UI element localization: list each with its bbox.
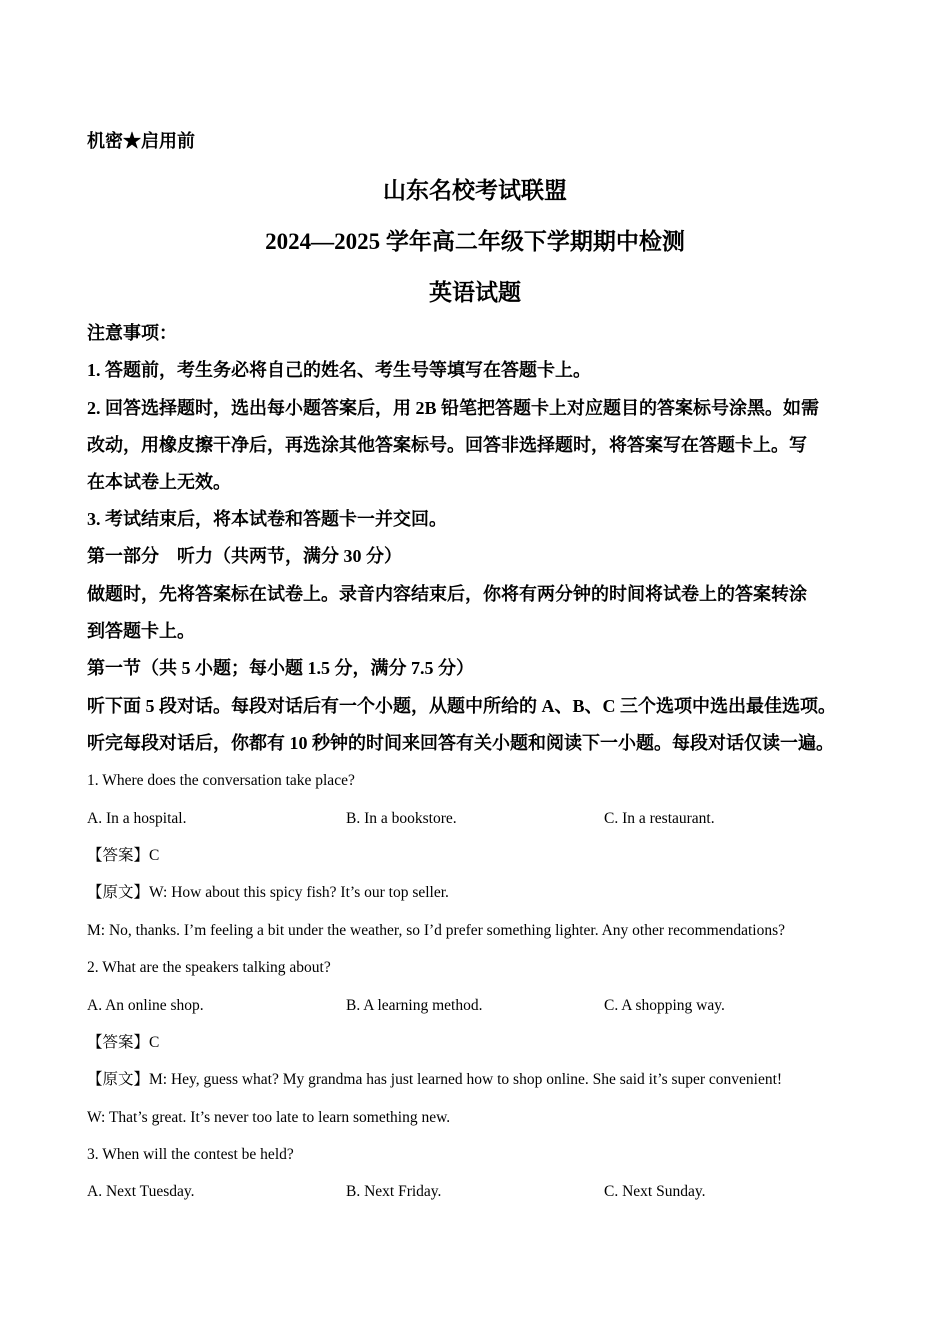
question-1-stem: 1. Where does the conversation take place? <box>87 772 355 789</box>
part1-instruction-line-1: 做题时，先将答案标在试卷上。录音内容结束后，你将有两分钟的时间将试卷上的答案转涂 <box>87 584 807 604</box>
notice-item-2-line-2: 改动，用橡皮擦干净后，再选涂其他答案标号。回答非选择题时，将答案写在答题卡上。写 <box>87 435 807 455</box>
notice-item-1: 1. 答题前，考生务必将自己的姓名、考生号等填写在答题卡上。 <box>87 360 591 380</box>
question-2-option-a: A. An online shop. <box>87 997 204 1014</box>
exam-title: 2024—2025 学年高二年级下学期期中检测 <box>265 229 685 254</box>
notice-item-2-line-1: 2. 回答选择题时，选出每小题答案后，用 2B 铅笔把答题卡上对应题目的答案标号涂黑。如需 <box>87 398 820 418</box>
question-1-transcript-line-1: 【原文】W: How about this spicy fish? It’s our top seller. <box>87 884 449 901</box>
part1-heading: 第一部分 听力（共两节，满分 30 分） <box>87 546 402 566</box>
question-2-stem: 2. What are the speakers talking about? <box>87 959 331 976</box>
part1-instruction-line-2: 到答题卡上。 <box>87 621 195 641</box>
section1-instruction-line-1: 听下面 5 段对话。每段对话后有一个小题，从题中所给的 A、B、C 三个选项中选出最佳选项。 <box>87 696 836 716</box>
question-2-option-b: B. A learning method. <box>346 997 483 1014</box>
notice-heading: 注意事项： <box>87 323 177 343</box>
notice-item-3: 3. 考试结束后，将本试卷和答题卡一并交回。 <box>87 509 447 529</box>
question-1-option-c: C. In a restaurant. <box>604 810 715 827</box>
section1-instruction-line-2: 听完每段对话后，你都有 10 秒钟的时间来回答有关小题和阅读下一小题。每段对话仅读一遍。 <box>87 733 834 753</box>
question-2-answer: 【答案】C <box>87 1034 160 1051</box>
question-1-option-a: A. In a hospital. <box>87 810 187 827</box>
question-3-option-a: A. Next Tuesday. <box>87 1183 195 1200</box>
question-1-transcript-line-2: M: No, thanks. I’m feeling a bit under the weather, so I’d prefer something lighter. Any other recommendations? <box>87 922 785 939</box>
question-1-answer: 【答案】C <box>87 847 160 864</box>
question-3-option-c: C. Next Sunday. <box>604 1183 706 1200</box>
question-2-transcript-line-2: W: That’s great. It’s never too late to learn something new. <box>87 1109 451 1126</box>
organization-title: 山东名校考试联盟 <box>383 178 567 203</box>
subject-title: 英语试题 <box>429 280 521 305</box>
question-2-transcript-line-1: 【原文】M: Hey, guess what? My grandma has just learned how to shop online. She said it’s super convenient! <box>87 1071 783 1088</box>
question-3-stem: 3. When will the contest be held? <box>87 1146 294 1163</box>
question-1-option-b: B. In a bookstore. <box>346 810 457 827</box>
section1-heading: 第一节（共 5 小题；每小题 1.5 分，满分 7.5 分） <box>87 658 474 678</box>
question-2-option-c: C. A shopping way. <box>604 997 725 1014</box>
question-3-option-b: B. Next Friday. <box>346 1183 442 1200</box>
confidential-label: 机密★启用前 <box>87 131 195 151</box>
notice-item-2-line-3: 在本试卷上无效。 <box>87 472 231 492</box>
